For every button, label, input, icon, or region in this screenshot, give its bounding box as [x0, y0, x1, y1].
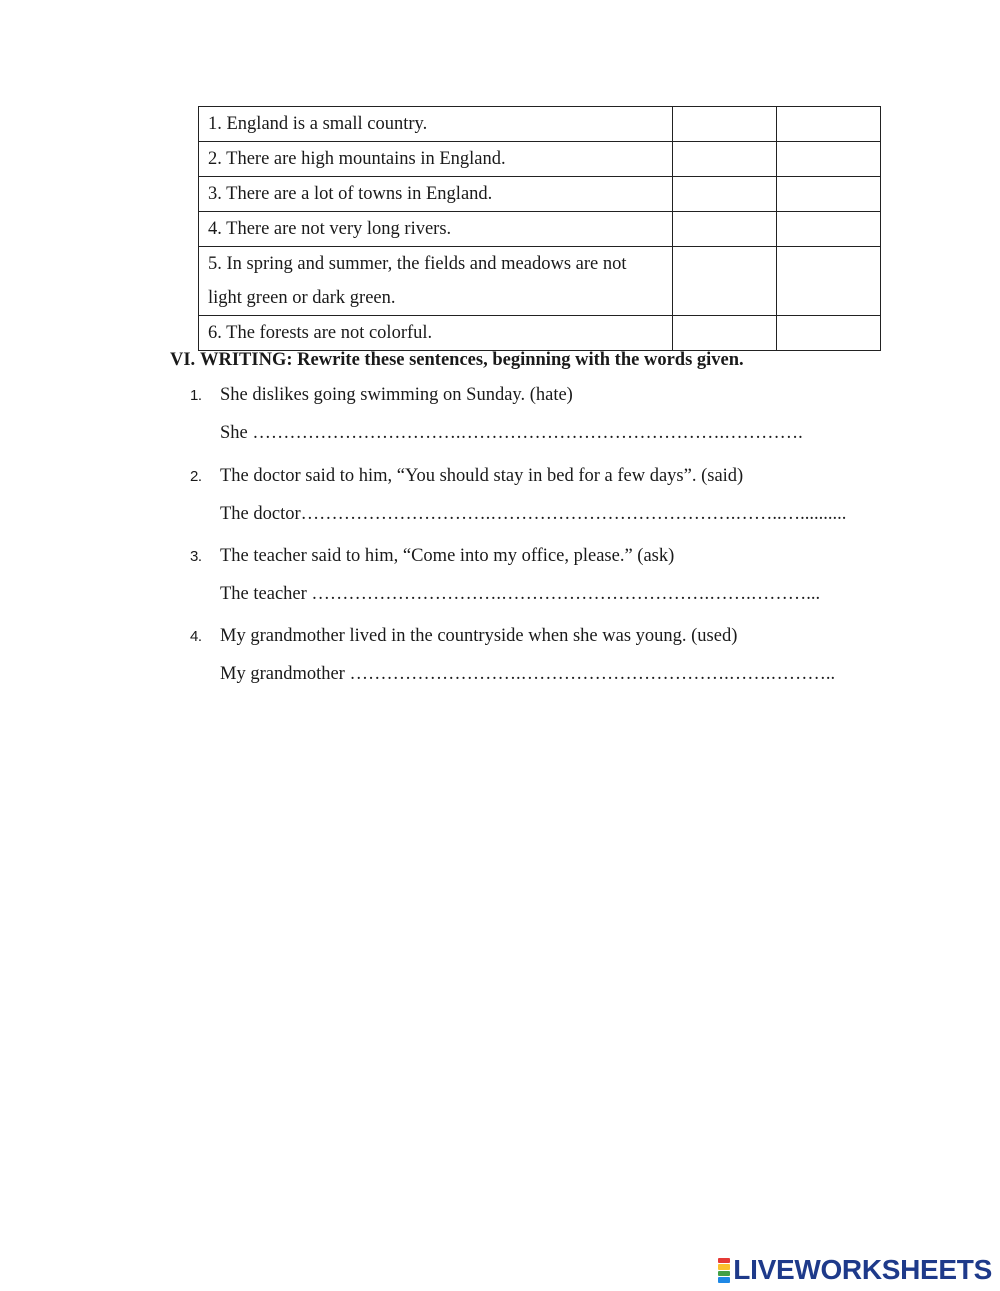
question-text: She dislikes going swimming on Sunday. (hate) [220, 385, 573, 405]
statement-4: 4. There are not very long rivers. [199, 212, 673, 247]
table-row [199, 316, 881, 351]
rewrite-item-3 [190, 543, 880, 607]
answer-blank[interactable]: ………………………….………………………………….……..….......... [300, 504, 847, 524]
table-row [199, 177, 881, 212]
statement-5 [199, 247, 673, 316]
rewrite-item-1 [190, 382, 880, 446]
statement-5-line-1: 5. In spring and summer, the fields and meadows are not [208, 254, 627, 274]
section-heading [170, 347, 744, 373]
item-number: 2. [190, 468, 202, 485]
answer-prompt: My grandmother [220, 664, 350, 684]
answer-true-cell-4[interactable] [673, 212, 777, 247]
answer-false-cell-5[interactable] [777, 247, 881, 316]
answer-prompt: She [220, 423, 253, 443]
answer-line[interactable] [220, 661, 880, 687]
answer-true-cell-5[interactable] [673, 247, 777, 316]
answer-blank[interactable]: …………………………….…………………………………….…………. [252, 423, 803, 443]
statement-2: 2. There are high mountains in England. [199, 142, 673, 177]
item-number: 3. [190, 548, 202, 565]
answer-line[interactable] [220, 581, 880, 607]
section-title-text: WRITING: Rewrite these sentences, beginning with the words given. [200, 350, 744, 370]
question-text: My grandmother lived in the countryside when she was young. (used) [220, 626, 738, 646]
table-row [199, 247, 881, 316]
answer-blank[interactable]: ……………………….…………………………….…….……….. [349, 664, 836, 684]
question-text: The doctor said to him, “You should stay in bed for a few days”. (said) [220, 466, 744, 486]
rewrite-item-4 [190, 623, 880, 687]
answer-true-cell-3[interactable] [673, 177, 777, 212]
logo-text: LIVEWORKSHEETS [733, 1254, 992, 1285]
answer-line[interactable] [220, 501, 880, 527]
answer-prompt: The doctor [220, 504, 301, 524]
true-false-table [198, 106, 881, 351]
answer-false-cell-2[interactable] [777, 142, 881, 177]
answer-false-cell-6[interactable] [777, 316, 881, 351]
answer-false-cell-4[interactable] [777, 212, 881, 247]
table-row [199, 107, 881, 142]
table-row [199, 142, 881, 177]
answer-true-cell-2[interactable] [673, 142, 777, 177]
question [190, 543, 880, 570]
rewrite-item-2 [190, 463, 880, 527]
answer-false-cell-1[interactable] [777, 107, 881, 142]
logo-blocks-icon [718, 1257, 730, 1283]
statement-6: 6. The forests are not colorful. [199, 316, 673, 351]
answer-false-cell-3[interactable] [777, 177, 881, 212]
section-number: VI. [170, 350, 196, 370]
question-text: The teacher said to him, “Come into my office, please.” (ask) [220, 546, 675, 566]
question [190, 382, 880, 409]
statement-3: 3. There are a lot of towns in England. [199, 177, 673, 212]
item-number: 4. [190, 628, 202, 645]
answer-line[interactable] [220, 420, 880, 446]
item-number: 1. [190, 387, 202, 404]
answer-prompt: The teacher [220, 584, 312, 604]
answer-true-cell-6[interactable] [673, 316, 777, 351]
answer-true-cell-1[interactable] [673, 107, 777, 142]
question [190, 623, 880, 650]
answer-blank[interactable]: ………………………….…………………………….…….………... [311, 584, 821, 604]
liveworksheets-logo [718, 1254, 992, 1286]
statement-5-line-2: light green or dark green. [208, 288, 396, 308]
question [190, 463, 880, 490]
table-row [199, 212, 881, 247]
statement-1: 1. England is a small country. [199, 107, 673, 142]
